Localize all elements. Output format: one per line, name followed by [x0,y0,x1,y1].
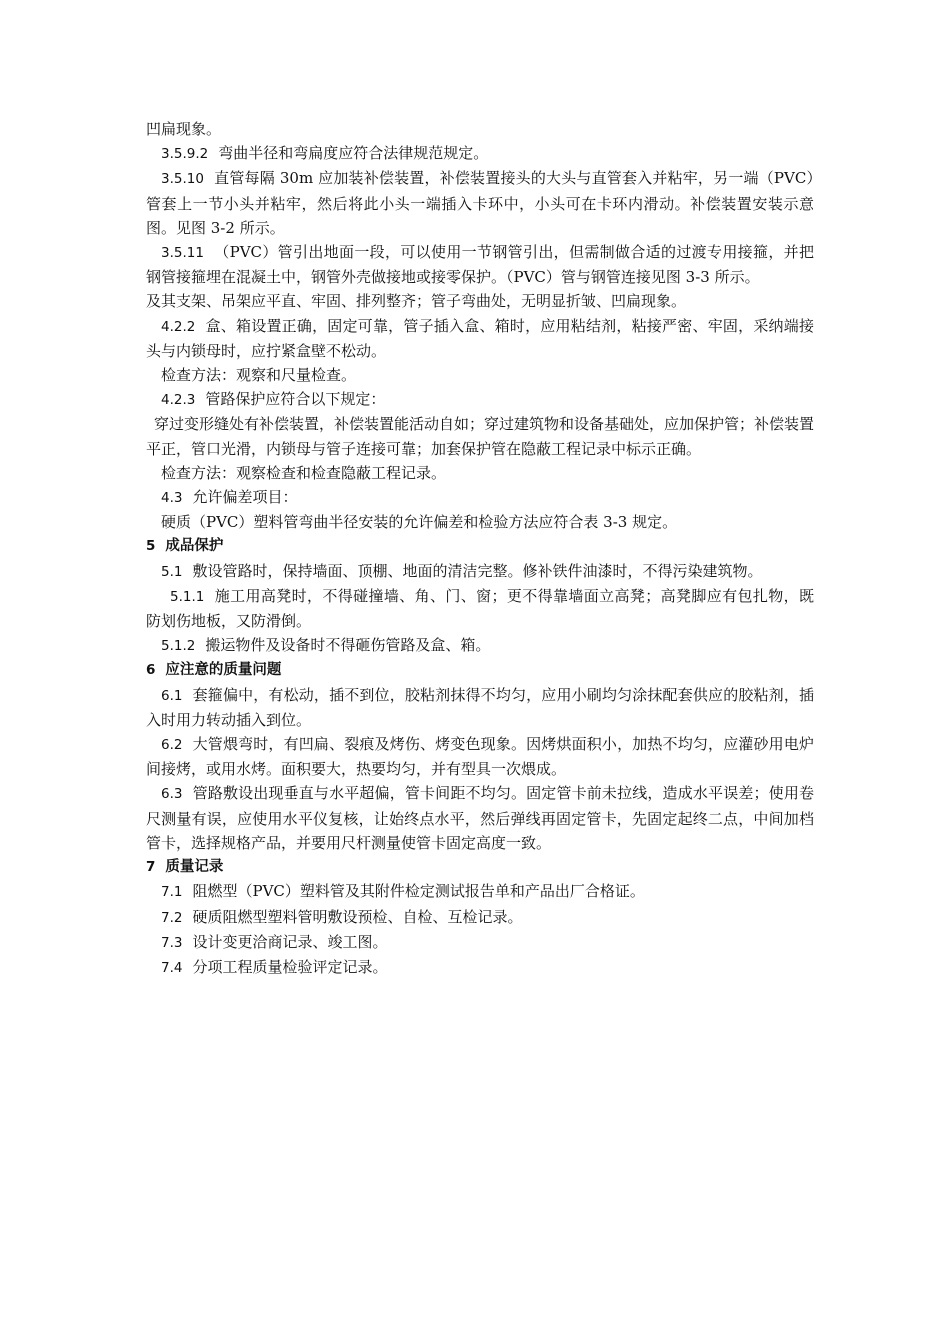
paragraph [146,166,814,240]
clause-number: 6 [146,662,156,679]
paragraph [146,289,814,313]
paragraph-text: （PVC）管引出地面一段，可以使用一节钢管引出，但需制做合适的过渡专用接箍，并把钢管接箍埋在混凝土中，钢管外壳做接地或接零保护。（PVC）管与钢管连接见图 3-3 所示。 [146,243,814,287]
paragraph-text: 硬质阻燃型塑料管明敷设预检、自检、互检记录。 [192,907,523,926]
clause-number: 3.5.9.2 [161,146,209,163]
paragraph [146,584,814,633]
paragraph [146,314,814,363]
paragraph [146,510,814,534]
paragraph-text: 成品保护 [165,538,224,555]
paragraph-text: 管路敷设出现垂直与水平超偏，管卡间距不均匀。固定管卡前未拉线，造成水平误差；使用卷尺测量有误，应使用水平仪复核，让始终点水平，然后弹线再固定管卡，先固定起终二点，中间加档管卡，选择规格产品，并要用尺杆测量使管卡固定高度一致。 [146,784,814,852]
clause-number: 3.5.11 [161,245,204,262]
paragraph-text: 盒、箱设置正确，固定可靠，管子插入盒、箱时，应用粘结剂，粘接严密、牢固，采纳端接头与内锁母时，应拧紧盒壁不松动。 [146,316,814,360]
paragraph-text: 质量记录 [165,859,224,876]
clause-number: 5.1.2 [161,638,196,655]
paragraph-text: 大管煨弯时，有凹扁、裂痕及烤伤、烤变色现象。因烤烘面积小，加热不均匀，应灌砂用电炉间接烤，或用水烤。面积要大，热要均匀，并有型具一次煨成。 [146,735,814,779]
paragraph [146,387,814,412]
paragraph-text: 硬质（PVC）塑料管弯曲半径安装的允许偏差和检验方法应符合表 3-3 规定。 [161,513,678,532]
clause-number: 7.1 [161,884,183,901]
paragraph [146,955,814,980]
clause-number: 6.2 [161,737,183,754]
paragraph [146,930,814,955]
paragraph-text: 分项工程质量检验评定记录。 [192,957,388,976]
document-body [146,117,814,980]
clause-number: 7.4 [161,959,183,976]
paragraph-text: 应注意的质量问题 [165,662,282,679]
clause-number: 6.3 [161,786,183,803]
paragraph [146,781,814,855]
clause-number: 4.3 [161,490,183,507]
clause-number: 7.3 [161,934,183,951]
paragraph [146,412,814,460]
paragraph [146,485,814,510]
paragraph-text: 阻燃型（PVC）塑料管及其附件检定测试报告单和产品出厂合格证。 [192,882,645,901]
paragraph [146,905,814,930]
paragraph [146,732,814,781]
clause-number: 3.5.10 [161,171,204,188]
paragraph [146,879,814,904]
paragraph-text: 敷设管路时，保持墙面、顶棚、地面的清洁完整。修补铁件油漆时，不得污染建筑物。 [192,561,763,580]
paragraph-text: 检查方法：观察检查和检查隐蔽工程记录。 [161,463,447,482]
paragraph-text: 及其支架、吊架应平直、牢固、排列整齐；管子弯曲处，无明显折皱、凹扁现象。 [146,292,687,311]
paragraph [146,559,814,584]
clause-number: 4.2.2 [161,318,196,335]
paragraph-text: 弯曲半径和弯扁度应符合法律规范规定。 [218,144,489,163]
paragraph [146,117,814,141]
paragraph-text: 穿过变形缝处有补偿装置，补偿装置能活动自如；穿过建筑物和设备基础处，应加保护管；补偿装置平正，管口光滑，内锁母与管子连接可靠；加套保护管在隐蔽工程记录中标示正确。 [146,415,815,458]
clause-number: 5.1 [161,563,183,580]
paragraph [146,141,814,166]
paragraph [146,363,814,387]
clause-number: 5 [146,538,156,555]
clause-number: 4.2.3 [161,392,196,409]
paragraph-text: 施工用高凳时，不得碰撞墙、角、门、窗；更不得靠墙面立高凳；高凳脚应有包扎物，既防划伤地板，又防滑倒。 [146,586,814,631]
clause-number: 7 [146,859,156,876]
paragraph-text: 检查方法：观察和尺量检查。 [161,366,357,385]
clause-number: 5.1.1 [170,588,205,605]
paragraph-text: 允许偏差项目： [192,488,298,507]
section-heading [146,658,814,682]
paragraph-text: 管路保护应符合以下规定： [205,390,386,409]
section-heading [146,855,814,879]
paragraph-text: 直管每隔 30m 应加装补偿装置，补偿装置接头的大头与直管套入并粘牢，另一端（PVC）管套上一节小头并粘牢，然后将此小头一端插入卡环中，小头可在卡环内滑动。补偿装置安装示意图。见图 3-2 所示。 [146,169,814,237]
paragraph [146,240,814,289]
paragraph [146,683,814,732]
paragraph [146,633,814,658]
paragraph-text: 凹扁现象。 [146,120,222,138]
paragraph-text: 搬运物件及设备时不得砸伤管路及盒、箱。 [205,636,491,655]
paragraph-text: 设计变更洽商记录、竣工图。 [192,932,388,951]
clause-number: 7.2 [161,909,183,926]
paragraph [146,461,814,485]
clause-number: 6.1 [161,687,183,704]
section-heading [146,534,814,558]
paragraph-text: 套箍偏中，有松动，插不到位，胶粘剂抹得不均匀，应用小刷均匀涂抹配套供应的胶粘剂，插入时用力转动插入到位。 [146,685,814,729]
